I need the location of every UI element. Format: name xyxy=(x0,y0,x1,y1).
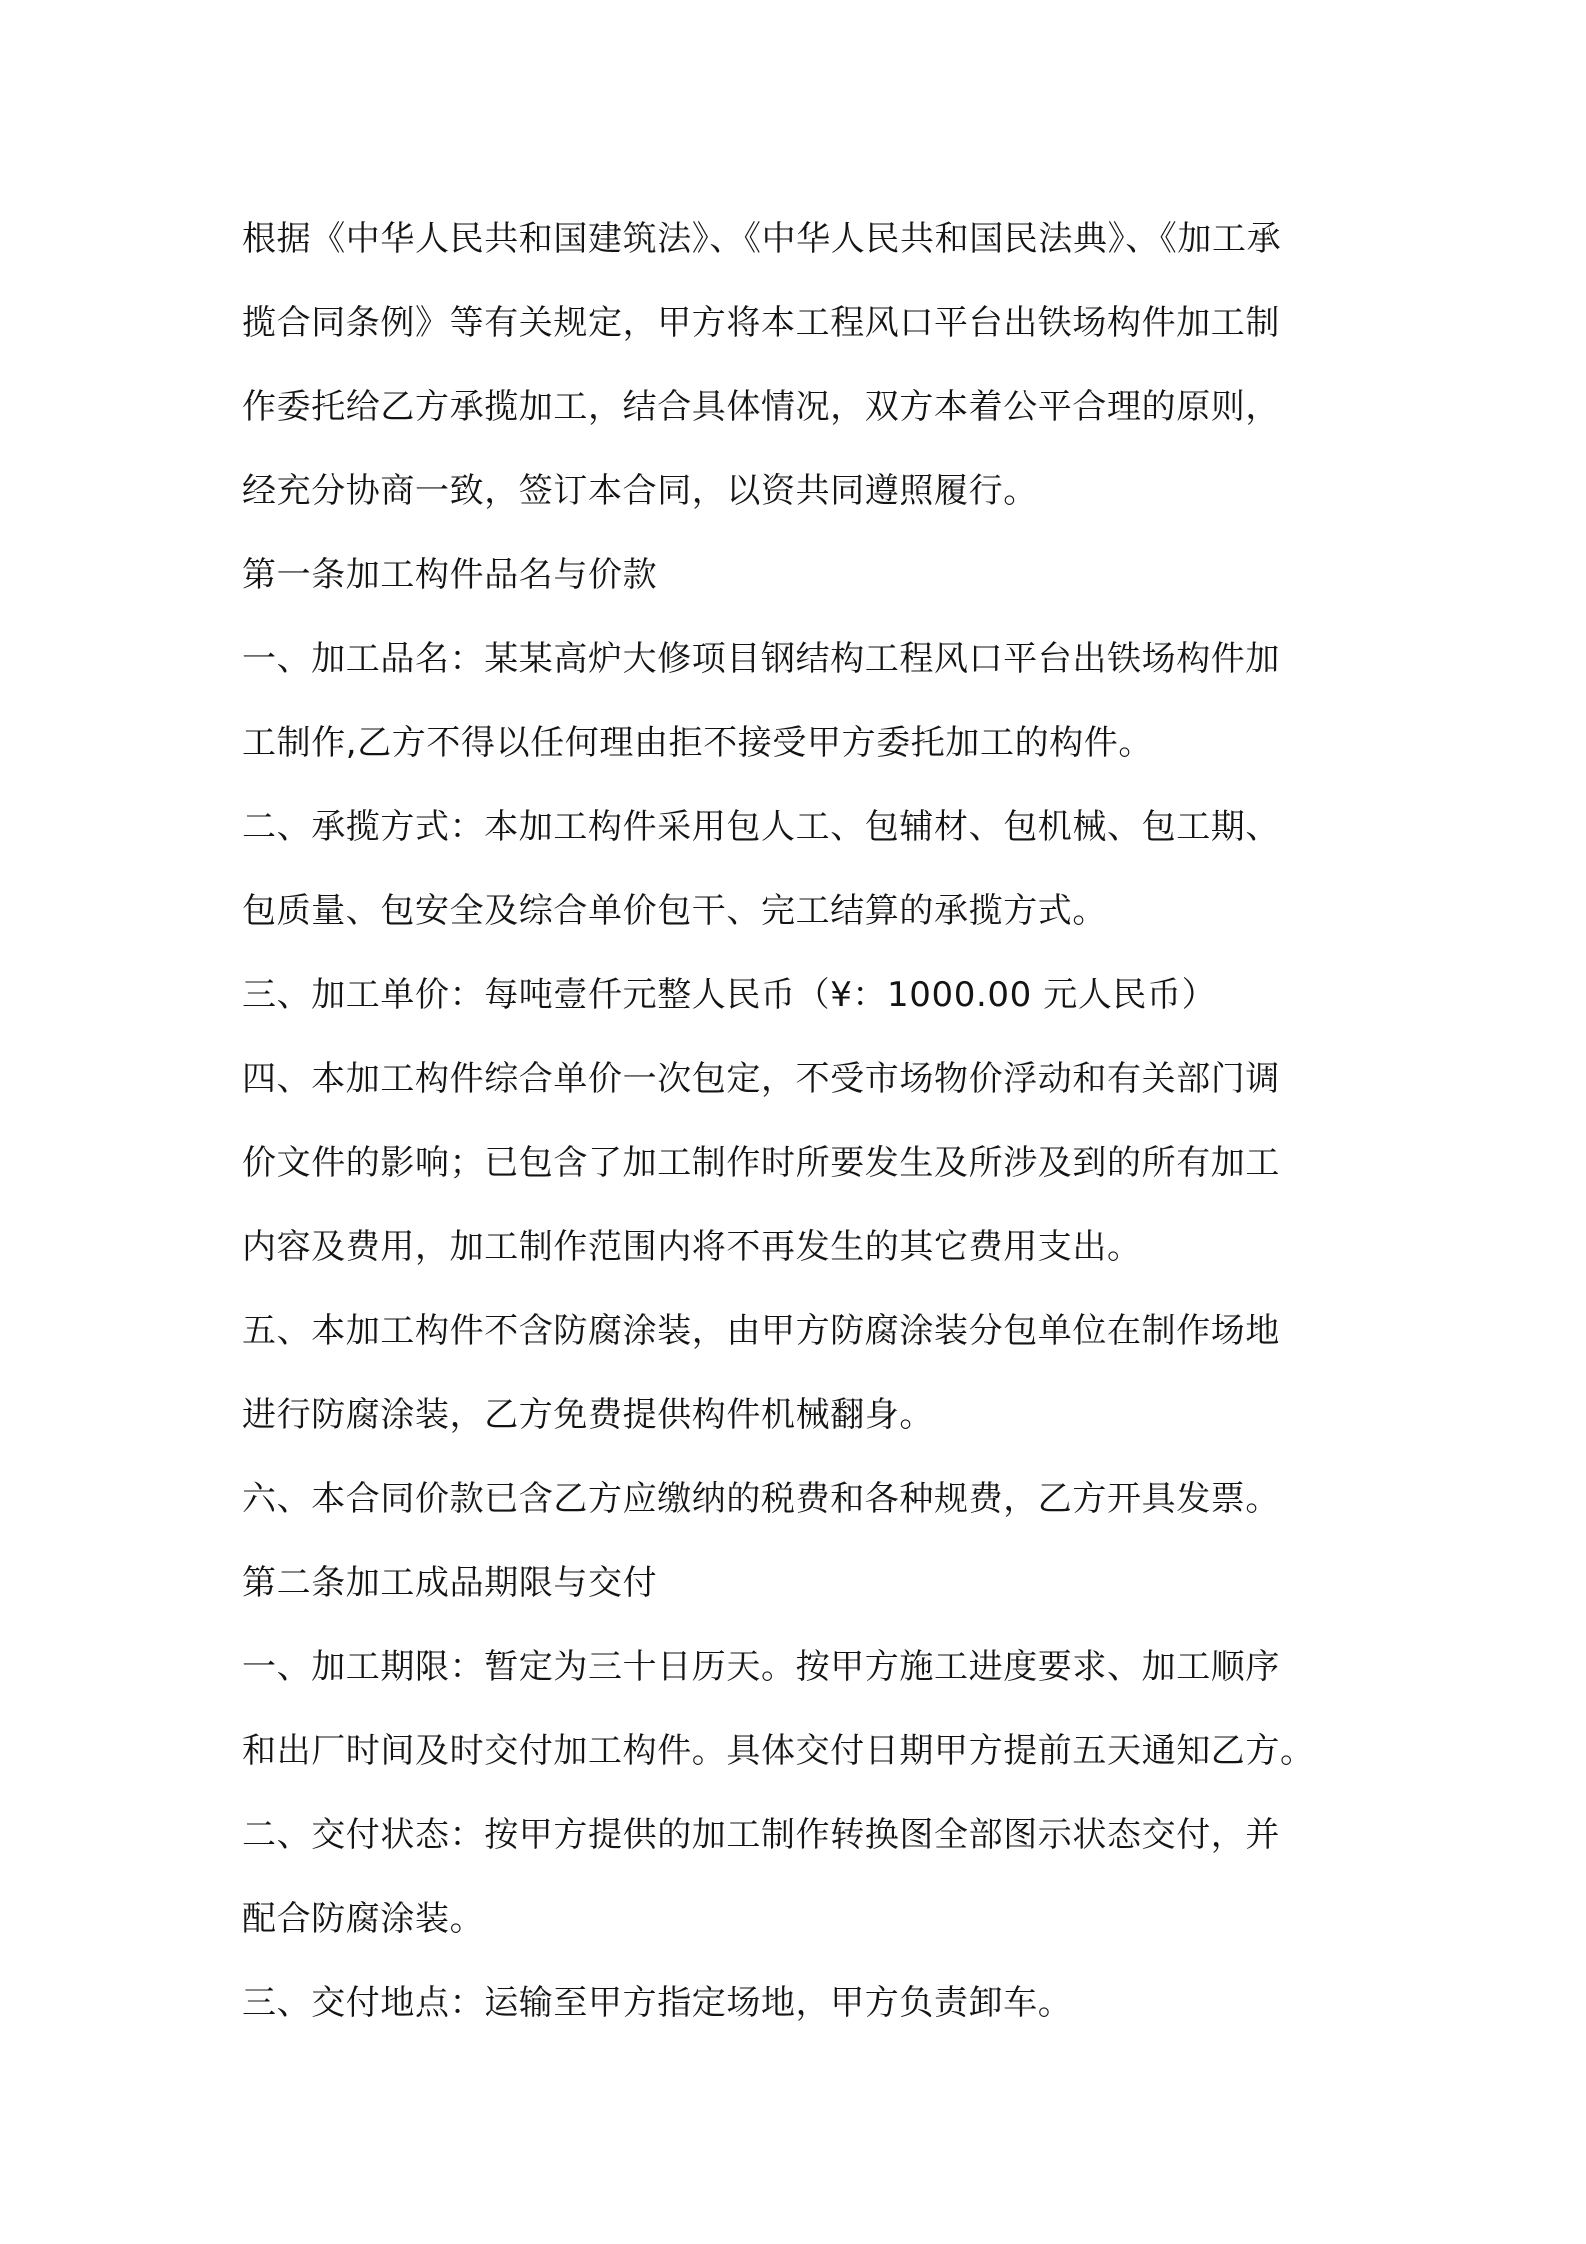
article-1-line-1: 一、加工品名：某某高炉大修项目钢结构工程风口平台出铁场构件加 xyxy=(242,639,1280,679)
article-2-line-4: 配合防腐涂装。 xyxy=(242,1899,485,1939)
article-1-line-9: 五、本加工构件不含防腐涂装，由甲方防腐涂装分包单位在制作场地 xyxy=(242,1311,1280,1351)
article-2-line-3: 二、交付状态：按甲方提供的加工制作转换图全部图示状态交付，并 xyxy=(242,1815,1280,1855)
article-1-line-10: 进行防腐涂装，乙方免费提供构件机械翻身。 xyxy=(242,1395,934,1435)
article-1-line-6: 四、本加工构件综合单价一次包定，不受市场物价浮动和有关部门调 xyxy=(242,1059,1280,1099)
article-1-line-4: 包质量、包安全及综合单价包干、完工结算的承揽方式。 xyxy=(242,891,1107,931)
intro-line-1: 根据《中华人民共和国建筑法》、《中华人民共和国民法典》、《加工承 xyxy=(242,219,1282,259)
article-1-line-5: 三、加工单价：每吨壹仟元整人民币（¥：1000.00 元人民币） xyxy=(242,975,1217,1015)
article-1-line-2: 工制作,乙方不得以任何理由拒不接受甲方委托加工的构件。 xyxy=(242,723,1154,763)
article-2-title: 第二条加工成品期限与交付 xyxy=(242,1563,658,1603)
document-body xyxy=(242,197,1382,2045)
article-1-title: 第一条加工构件品名与价款 xyxy=(242,555,658,595)
intro-line-3: 作委托给乙方承揽加工，结合具体情况，双方本着公平合理的原则， xyxy=(242,387,1280,427)
intro-line-4: 经充分协商一致，签订本合同，以资共同遵照履行。 xyxy=(242,471,1038,511)
article-1-line-7: 价文件的影响；已包含了加工制作时所要发生及所涉及到的所有加工 xyxy=(242,1143,1280,1183)
article-2-line-1: 一、加工期限：暂定为三十日历天。按甲方施工进度要求、加工顺序 xyxy=(242,1647,1280,1687)
intro-line-2: 揽合同条例》等有关规定，甲方将本工程风口平台出铁场构件加工制 xyxy=(242,303,1280,343)
article-1-line-8: 内容及费用，加工制作范围内将不再发生的其它费用支出。 xyxy=(242,1227,1142,1267)
article-1-line-3: 二、承揽方式：本加工构件采用包人工、包辅材、包机械、包工期、 xyxy=(242,807,1280,847)
article-2-line-5: 三、交付地点：运输至甲方指定场地，甲方负责卸车。 xyxy=(242,1983,1073,2023)
article-2-line-2: 和出厂时间及时交付加工构件。具体交付日期甲方提前五天通知乙方。 xyxy=(242,1731,1315,1771)
article-1-line-11: 六、本合同价款已含乙方应缴纳的税费和各种规费，乙方开具发票。 xyxy=(242,1479,1280,1519)
